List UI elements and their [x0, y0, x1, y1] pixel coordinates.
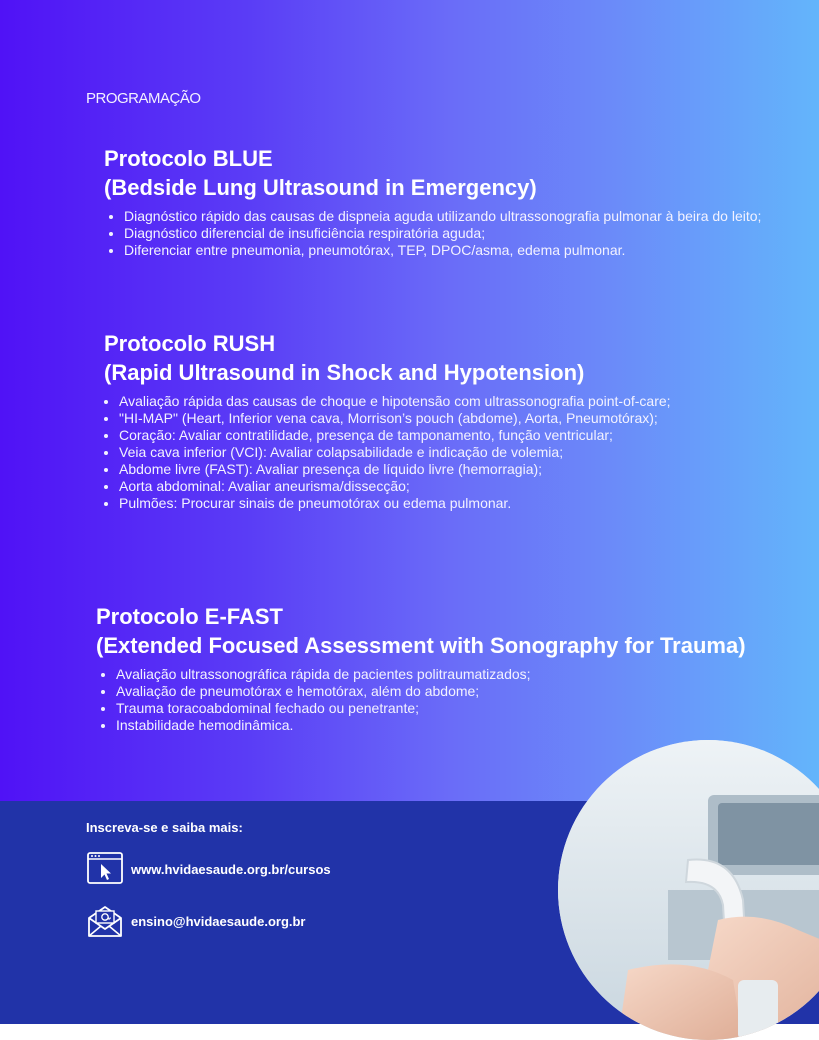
website-url: www.hvidaesaude.org.br/cursos [131, 861, 331, 877]
list-item: • Avaliação ultrassonográfica rápida de pacientes politraumatizados; [116, 666, 756, 683]
list-item: • Veia cava inferior (VCI): Avaliar colapsabilidade e indicação de volemia; [119, 444, 784, 461]
list-item: • Coração: Avaliar contratilidade, presença de tamponamento, função ventricular; [119, 427, 784, 444]
protocol-rush-list [104, 393, 784, 512]
list-item: • Pulmões: Procurar sinais de pneumotórax ou edema pulmonar. [119, 495, 784, 512]
protocol-blue-title [104, 144, 764, 202]
protocol-title-line: Protocolo RUSH [104, 331, 276, 356]
website-link[interactable] [86, 850, 331, 888]
list-item: • Diagnóstico rápido das causas de dispneia aguda utilizando ultrassonografia pulmonar à beira do leito; [124, 208, 764, 225]
list-item: • "HI-MAP" (Heart, Inferior vena cava, Morrison’s pouch (abdome), Aorta, Pneumotórax); [119, 410, 784, 427]
protocol-efast-section [96, 602, 756, 734]
protocol-subtitle-line: (Rapid Ultrasound in Shock and Hypotension) [104, 360, 585, 385]
protocol-efast-list [96, 666, 756, 734]
protocol-blue-list [104, 208, 764, 259]
list-item: • Diferenciar entre pneumonia, pneumotórax, TEP, DPOC/asma, edema pulmonar. [124, 242, 764, 259]
list-item: • Avaliação rápida das causas de choque e hipotensão com ultrassonografia point-of-care; [119, 393, 784, 410]
list-item: • Aorta abdominal: Avaliar aneurisma/dissecção; [119, 478, 784, 495]
list-item: • Instabilidade hemodinâmica. [116, 717, 756, 734]
list-item: • Avaliação de pneumotórax e hemotórax, além do abdome; [116, 683, 756, 700]
protocol-title-line: Protocolo E-FAST [96, 604, 283, 629]
protocol-efast-title [96, 602, 756, 660]
protocol-title-line: Protocolo BLUE [104, 146, 273, 171]
protocol-rush-title [104, 329, 784, 387]
browser-cursor-icon [86, 850, 124, 888]
list-item: • Trauma toracoabdominal fechado ou penetrante; [116, 700, 756, 717]
email-address: ensino@hvidaesaude.org.br [131, 913, 306, 929]
list-item: • Diagnóstico diferencial de insuficiência respiratória aguda; [124, 225, 764, 242]
email-envelope-icon [86, 902, 124, 940]
protocol-subtitle-line: (Extended Focused Assessment with Sonography for Trauma) [96, 633, 746, 658]
section-label: PROGRAMAÇÃO [86, 90, 201, 107]
footer-title: Inscreva-se e saiba mais: [86, 820, 243, 835]
protocol-subtitle-line: (Bedside Lung Ultrasound in Emergency) [104, 175, 537, 200]
protocol-blue-section [104, 144, 764, 259]
email-link[interactable] [86, 902, 306, 940]
list-item: • Abdome livre (FAST): Avaliar presença de líquido livre (hemorragia); [119, 461, 784, 478]
protocol-rush-section [104, 329, 784, 512]
